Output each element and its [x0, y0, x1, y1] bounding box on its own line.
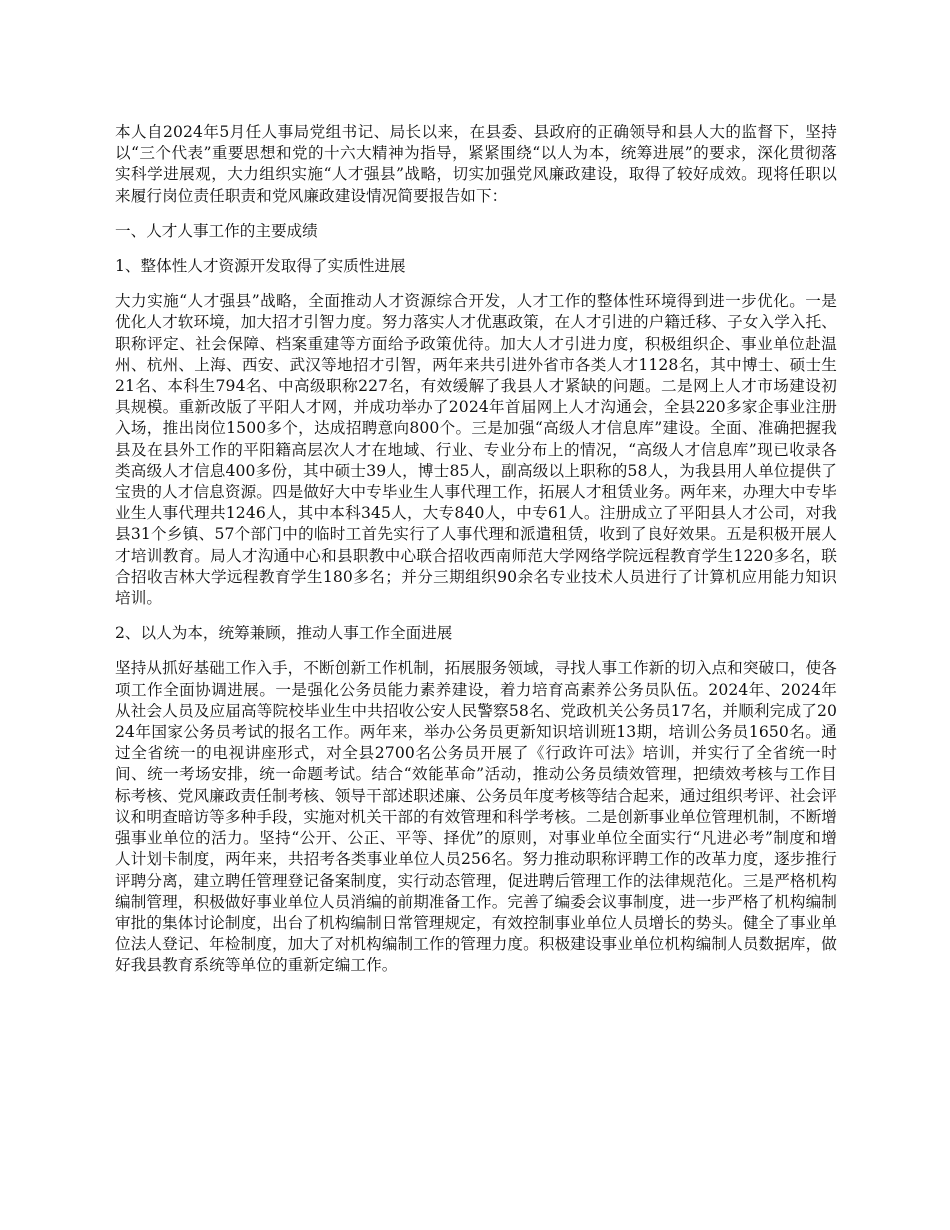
intro-paragraph: 本人自2024年5月任人事局党组书记、局长以来，在县委、县政府的正确领导和县人大的监督下，坚持以“三个代表”重要思想和党的十六大精神为指导，紧紧围绕“以人为本，统筹进展”的要求，深化贯彻落实科学进展观，大力组织实施“人才强县”战略，切实加强党风廉政建设，取得了较好成效。现将任职以来履行岗位责任职责和党风廉政建设情况简要报告如下： — [115, 123, 837, 205]
subsection-body-2: 坚持从抓好基础工作入手，不断创新工作机制，拓展服务领域，寻找人事工作新的切入点和突破口，使各项工作全面协调进展。一是强化公务员能力素养建设，着力培育高素养公务员队伍。2024年、2024年从社会人员及应届高等院校毕业生中共招收公安人民警察58名、党政机关公务员17名，并顺利完成了2024年国家公务员考试的报名工作。两年来，举办公务员更新知识培训班13期，培训公务员1650名。通过全省统一的电视讲座形式，对全县2700名公务员开展了《行政许可法》培训，并实行了全省统一时间、统一考场安排，统一命题考试。结合“效能革命”活动，推动公务员绩效管理，把绩效考核与工作目标考核、党风廉政责任制考核、领导干部述职述廉、公务员年度考核等结合起来，通过组织考评、社会评议和明查暗访等多种手段，实施对机关干部的有效管理和科学考核。二是创新事业单位管理机制，不断增强事业单位的活力。坚持“公开、公正、平等、择优”的原则，对事业单位全面实行“凡进必考”制度和增人计划卡制度，两年来，共招考各类事业单位人员256名。努力推动职称评聘工作的改革力度，逐步推行评聘分离，建立聘任管理登记备案制度，实行动态管理，促进聘后管理工作的法律规范化。三是严格机构编制管理，积极做好事业单位人员消编的前期准备工作。完善了编委会议事制度，进一步严格了机构编制审批的集体讨论制度，出台了机构编制日常管理规定，有效控制事业单位人员增长的势头。健全了事业单位法人登记、年检制度，加大了对机构编制工作的管理力度。积极建设事业单位机构编制人员数据库，做好我县教育系统等单位的重新定编工作。 — [115, 659, 837, 975]
subsection-heading-1: 1、整体性人才资源开发取得了实质性进展 — [115, 257, 406, 276]
subsection-body-1: 大力实施“人才强县”战略，全面推动人才资源综合开发，人才工作的整体性环境得到进一步优化。一是优化人才软环境，加大招才引智力度。努力落实人才优惠政策，在人才引进的户籍迁移、子女入学入托、职称评定、社会保障、档案重建等方面给予政策优待。加大人才引进力度，积极组织企、事业单位赴温州、杭州、上海、西安、武汉等地招才引智，两年来共引进外省市各类人才1128名，其中博士、硕士生21名、本科生794名、中高级职称227名，有效缓解了我县人才紧缺的问题。二是网上人才市场建设初具规模。重新改版了平阳人才网，并成功举办了2024年首届网上人才沟通会，全县220多家企事业注册入场，推出岗位1500多个，达成招聘意向800个。三是加强“高级人才信息库”建设。全面、准确把握我县及在县外工作的平阳籍高层次人才在地域、行业、专业分布上的情况，“高级人才信息库”现已收录各类高级人才信息400多份，其中硕士39人，博士85人，副高级以上职称的58人，为我县用人单位提供了宝贵的人才信息资源。四是做好大中专毕业生人事代理工作，拓展人才租赁业务。两年来，办理大中专毕业生人事代理共1246人，其中本科345人，大专840人，中专61人。注册成立了平阳县人才公司，对我县31个乡镇、57个部门中的临时工首先实行了人事代理和派遣租赁，收到了良好效果。五是积极开展人才培训教育。局人才沟通中心和县职教中心联合招收西南师范大学网络学院远程教育学生1220多名，联合招收吉林大学远程教育学生180多名；并分三期组织90余名专业技术人员进行了计算机应用能力知识培训。 — [115, 292, 837, 608]
document-page — [115, 122, 837, 991]
section-heading-1: 一、人才人事工作的主要成绩 — [115, 221, 318, 240]
subsection-heading-2: 2、以人为本，统筹兼顾，推动人事工作全面进展 — [115, 624, 453, 643]
